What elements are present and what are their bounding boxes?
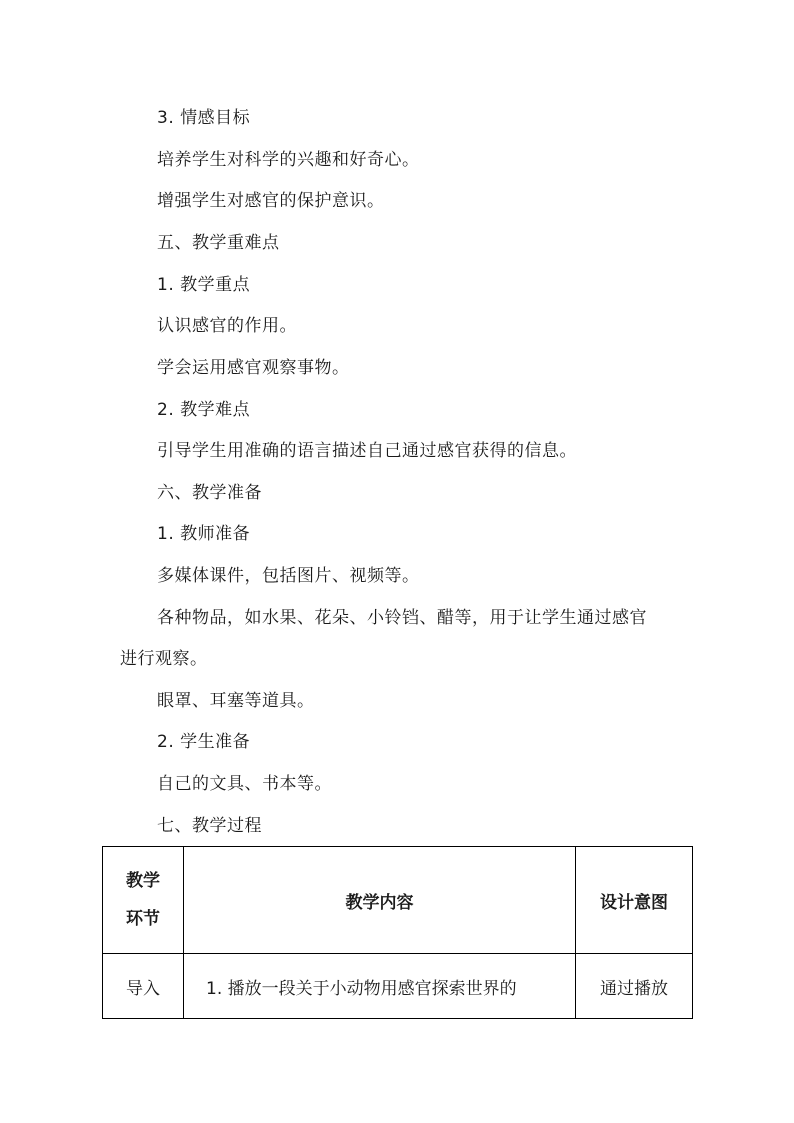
table-header-cell: 教学内容 [184, 847, 576, 954]
header-line: 教学 [126, 871, 160, 891]
table-cell: 导入 [103, 954, 184, 1019]
header-line: 环节 [126, 909, 160, 929]
paragraph-line: 多媒体课件，包括图片、视频等。 [157, 566, 420, 586]
paragraph-line: 1. 教学重点 [157, 275, 251, 295]
table-header-row [103, 847, 693, 954]
lesson-process-table [102, 846, 693, 1019]
paragraph-line: 1. 教师准备 [157, 524, 251, 544]
paragraph-line: 进行观察。 [120, 649, 208, 669]
paragraph-line: 眼罩、耳塞等道具。 [157, 691, 315, 711]
paragraph-line: 2. 教学难点 [157, 400, 251, 420]
section-heading: 五、教学重难点 [157, 233, 280, 253]
paragraph-line: 各种物品，如水果、花朵、小铃铛、醋等，用于让学生通过感官 [157, 608, 647, 628]
table-cell: 通过播放 [576, 954, 693, 1019]
paragraph-line: 自己的文具、书本等。 [157, 774, 332, 794]
paragraph-line: 增强学生对感官的保护意识。 [157, 191, 385, 211]
section-heading: 七、教学过程 [157, 816, 262, 836]
table-row [103, 954, 693, 1019]
table-cell: 1. 播放一段关于小动物用感官探索世界的 [184, 954, 576, 1019]
paragraph-line: 2. 学生准备 [157, 732, 251, 752]
paragraph-line: 引导学生用准确的语言描述自己通过感官获得的信息。 [157, 441, 577, 461]
paragraph-line: 3. 情感目标 [157, 108, 251, 128]
paragraph-line: 培养学生对科学的兴趣和好奇心。 [157, 150, 420, 170]
section-heading: 六、教学准备 [157, 483, 262, 503]
table-header-cell: 设计意图 [576, 847, 693, 954]
paragraph-line: 学会运用感官观察事物。 [157, 358, 350, 378]
paragraph-line: 认识感官的作用。 [157, 316, 297, 336]
table-header-cell [103, 847, 184, 954]
